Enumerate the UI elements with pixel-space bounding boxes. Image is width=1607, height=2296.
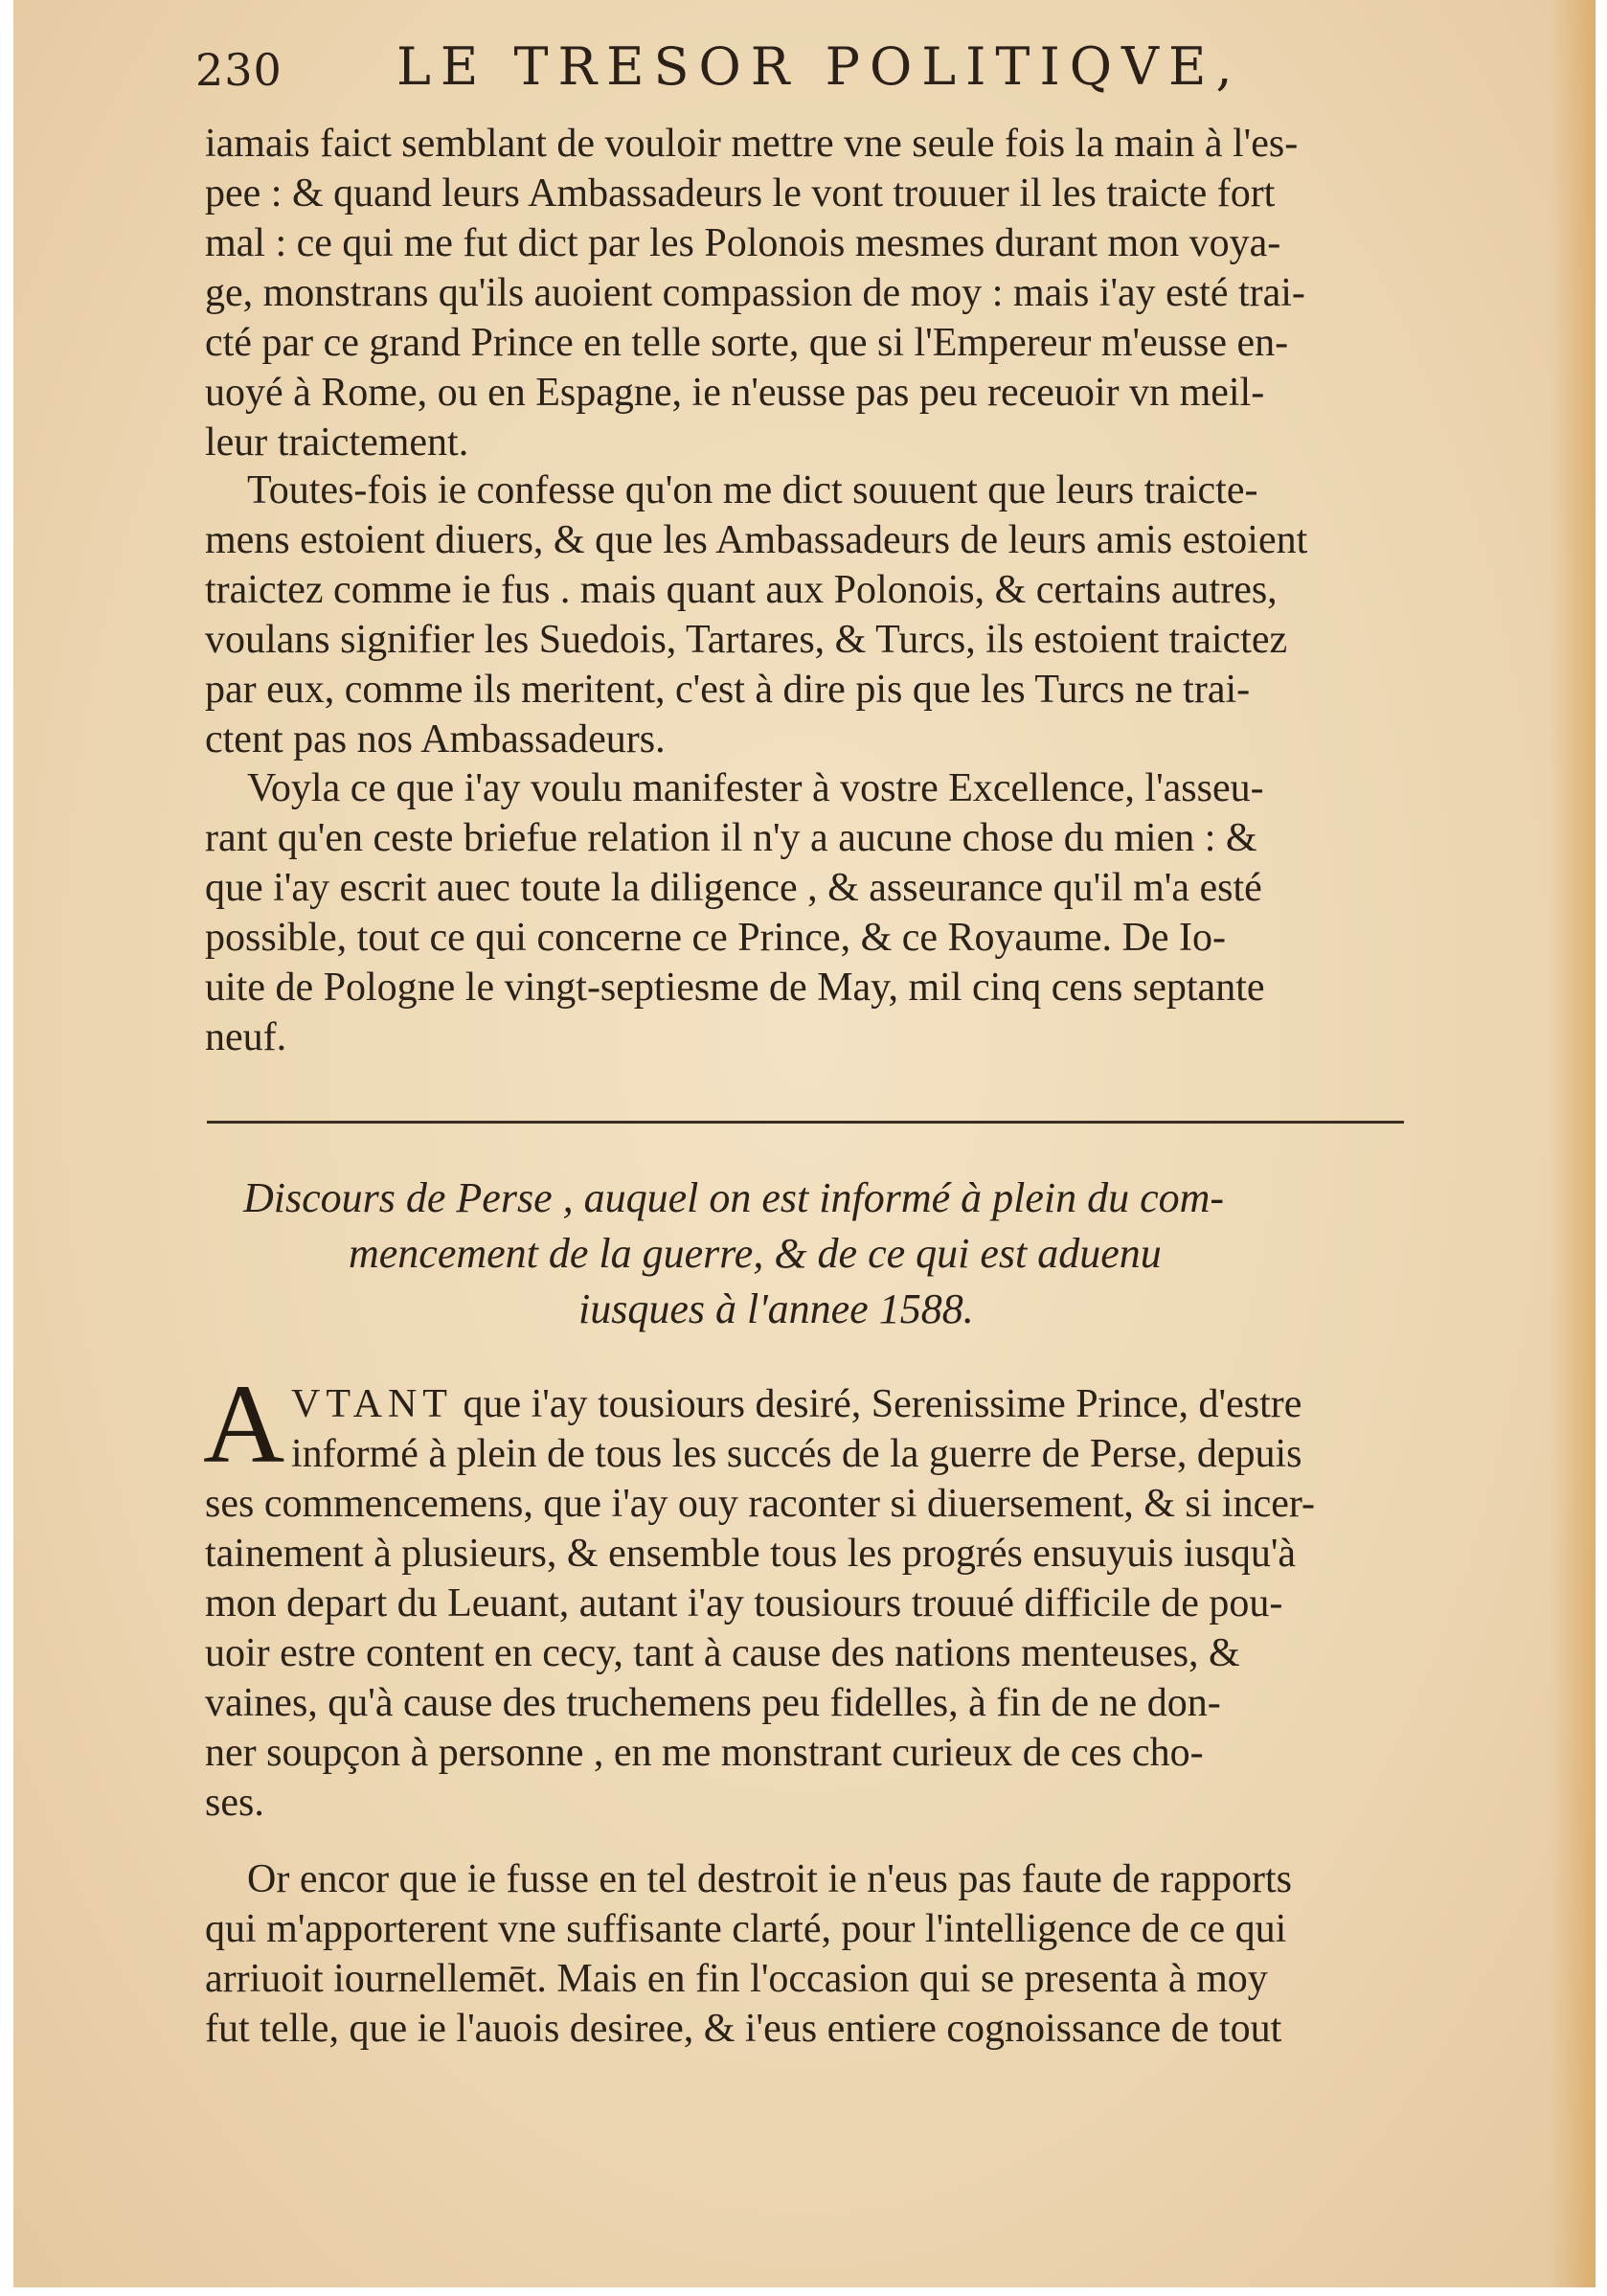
paragraph-5	[205, 1854, 1469, 2054]
text-line: uoir estre content en cecy, tant à cause des nations menteuses, &	[205, 1631, 1240, 1675]
text-line: informé à plein de tous les succés de la guerre de Perse, depuis	[291, 1432, 1302, 1476]
text-line: Or encor que ie fusse en tel destroit ie n'eus pas faute de rapports	[247, 1857, 1293, 1901]
text-line: ner soupçon à personne , en me monstrant curieux de ces cho-	[205, 1731, 1204, 1775]
text-line: Voyla ce que i'ay voulu manifester à vostre Excellence, l'asseu-	[247, 766, 1264, 810]
text-line: traictez comme ie fus . mais quant aux Polonois, & certains autres,	[205, 568, 1278, 612]
text-line: tainement à plusieurs, & ensemble tous les progrés ensuyuis iusqu'à	[205, 1532, 1297, 1576]
text-line: ses.	[205, 1781, 264, 1825]
text-line: que i'ay escrit auec toute la diligence , & asseurance qu'il m'a esté	[205, 866, 1262, 910]
running-head	[195, 36, 1440, 103]
heading-line: Discours de Perse , auquel on est informé à plein du com-	[243, 1174, 1225, 1221]
opening-word: VTANT	[291, 1382, 453, 1426]
heading-line: mencement de la guerre, & de ce qui est aduenu	[349, 1230, 1162, 1277]
paragraph-4	[205, 1379, 1469, 1828]
drop-cap: A	[203, 1361, 285, 1487]
text-line: mal : ce qui me fut dict par les Polonois mesmes durant mon voya-	[205, 221, 1281, 265]
text-line	[205, 1379, 1469, 1429]
text-line: vaines, qu'à cause des truchemens peu fidelles, à fin de ne don-	[205, 1681, 1221, 1725]
text-line: rant qu'en ceste briefue relation il n'y a aucune chose du mien : &	[205, 816, 1257, 860]
text-line: par eux, comme ils meritent, c'est à dire pis que les Turcs ne trai-	[205, 668, 1251, 712]
text-line: ge, monstrans qu'ils auoient compassion de moy : mais i'ay esté trai-	[205, 271, 1305, 315]
paragraph-2	[205, 466, 1469, 764]
book-page	[13, 0, 1596, 2287]
text-line: cté par ce grand Prince en telle sorte, que si l'Empereur m'eusse en-	[205, 321, 1289, 365]
running-title: LE TRESOR POLITIQVE,	[396, 36, 1242, 97]
text-line: ctent pas nos Ambassadeurs.	[205, 717, 666, 762]
text-line: neuf.	[205, 1015, 287, 1059]
text-line: pee : & quand leurs Ambassadeurs le vont trouuer il les traicte fort	[205, 171, 1276, 216]
text-line: fut telle, que ie l'auois desiree, & i'eus entiere cognoissance de tout	[205, 2007, 1282, 2051]
text-line: ses commencemens, que i'ay ouy raconter si diuersement, & si incer-	[205, 1482, 1316, 1526]
heading-line: iusques à l'annee 1588.	[578, 1285, 974, 1332]
text-line: qui m'apporterent vne suffisante clarté, pour l'intelligence de ce qui	[205, 1907, 1287, 1951]
text-line: mens estoient diuers, & que les Ambassadeurs de leurs amis estoient	[205, 518, 1308, 562]
text-line: possible, tout ce qui concerne ce Prince, & ce Royaume. De Io-	[205, 916, 1226, 960]
text-line: iamais faict semblant de vouloir mettre vne seule fois la main à l'es-	[205, 122, 1299, 166]
text-line: mon depart du Leuant, autant i'ay tousiours trouué difficile de pou-	[205, 1581, 1283, 1625]
page-number: 230	[195, 44, 283, 96]
text-line: Toutes-fois ie confesse qu'on me dict souuent que leurs traicte-	[247, 468, 1258, 512]
text-line: voulans signifier les Suedois, Tartares, & Turcs, ils estoient traictez	[205, 618, 1288, 662]
text-line: arriuoit iournellemēt. Mais en fin l'occasion qui se presenta à moy	[205, 1957, 1268, 2001]
text-line: leur traictement.	[205, 421, 469, 465]
section-heading	[243, 1171, 1440, 1337]
text-line: uite de Pologne le vingt-septiesme de May, mil cinq cens septante	[205, 966, 1265, 1010]
text-span: que i'ay tousiours desiré, Serenissime Prince, d'estre	[463, 1382, 1302, 1426]
paragraph-1	[205, 119, 1469, 467]
paragraph-3	[205, 763, 1469, 1062]
section-divider	[207, 1121, 1404, 1124]
text-line: uoyé à Rome, ou en Espagne, ie n'eusse pas peu receuoir vn meil-	[205, 371, 1265, 415]
